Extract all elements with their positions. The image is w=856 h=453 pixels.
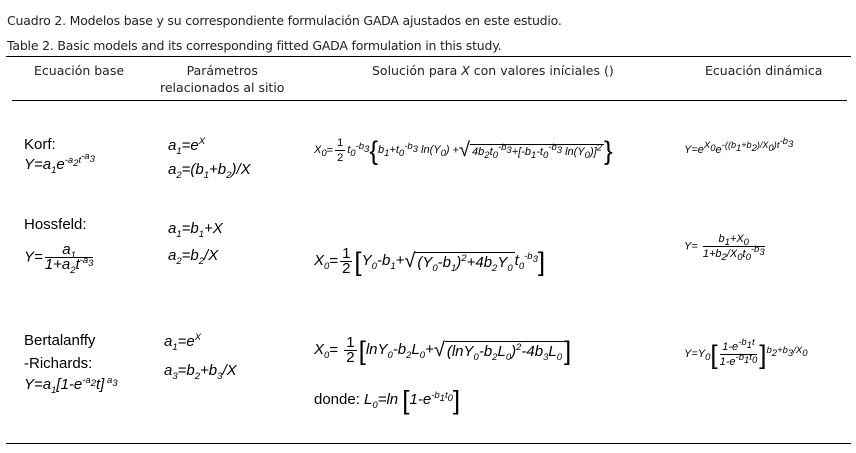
hossfeld-dynamic-equation: Y= $\frac{b_1+X_0}{1+b_2/X_0t_0^{-b_3}}$ [684, 233, 765, 264]
top-rule [6, 56, 851, 57]
korf-model-name: Korf: [24, 136, 56, 153]
br-base-equation: $Y=a_1[1-e^{-a_2}t]$ $^{a_3}$ [24, 375, 118, 396]
korf-solution: $X_0=$ $\frac{1}{2}$ $t_0^{-b_3}\{b_1+t_0^{-b_3}$ $\ln(Y_0)$ +√ $4b_2t_0^{-b_3}+[-b_1-t_0^{-b_3}$ $\ln(Y_0)]^2$} [314, 135, 613, 166]
header-solution-var: X [461, 63, 470, 78]
hossfeld-site-param-2: $a_2=b_2/X$ [168, 247, 219, 267]
br-dynamic-equation: $Y=Y_0$[ $\frac{1-e^{-b_1t}}{1-e^{-b_1t_0}}$ ]$^{b_2+b_3/X_0}$ [684, 337, 808, 370]
caption-en: Table 2. Basic models and its corresponding fitted GADA formulation in this study. [7, 38, 502, 53]
header-site-params-line1: Parámetros [186, 63, 258, 78]
br-model-name-line1: Bertalanffy [24, 332, 96, 349]
header-rule [12, 100, 847, 101]
header-site-params [160, 62, 284, 96]
bottom-rule [6, 443, 851, 444]
korf-dynamic-equation: $Y=e^{X_0}e^{-((b_1+b_2)/X_0)t^{-b_3}}$ [684, 136, 794, 156]
br-where-label: donde: [314, 390, 365, 408]
korf-base-equation: $Y=a_1e^{-a_2t^{-a_3}}$ [24, 150, 95, 176]
korf-site-param-2: $a_2=(b_1+b_2)/X$ [168, 161, 251, 181]
korf-site-param-1: $a_1=e^X$ [168, 136, 206, 157]
header-dynamic-equation: Ecuación dinámica [705, 63, 823, 78]
header-equation-base: Ecuación base [34, 63, 125, 78]
header-site-params-line2: relacionados al sitio [160, 80, 285, 95]
hossfeld-base-equation: Y= $\frac{a_1}{1+a_2t^{-a_3}}$ [24, 241, 94, 276]
caption-es: Cuadro 2. Modelos base y su correspondiente formulación GADA ajustados en este estudio. [7, 13, 562, 28]
br-model-name-line2: -Richards: [24, 355, 93, 372]
header-solution [372, 62, 614, 79]
br-where-clause: donde: $L_0=\ln$ $[1-e^{-b_1t_0}]$ [314, 385, 461, 415]
br-solution: $X_0=$ $\frac{1}{2}$ [$\ln Y_0-b_2L_0+√$ $(\ln Y_0-b_2L_0)^2-4b_3L_0$] [314, 334, 572, 366]
hossfeld-site-param-1: $a_1=b_1+X$ [168, 220, 223, 240]
header-solution-pre: Solución para [372, 63, 462, 78]
br-site-param-1: $a_1=e^X$ [164, 332, 202, 353]
header-solution-post: con valores iníciales () [469, 63, 614, 78]
hossfeld-solution: $X_0=$ $\frac{1}{2}$ [$Y_0-b_1+√$ $(Y_0-b_1)^2+4b_2Y_0$ $t_0^{-b_3}$] [314, 245, 546, 277]
hossfeld-model-name: Hossfeld: [24, 216, 87, 233]
br-site-param-2: $a_3=b_2+b_3/X$ [164, 362, 237, 382]
